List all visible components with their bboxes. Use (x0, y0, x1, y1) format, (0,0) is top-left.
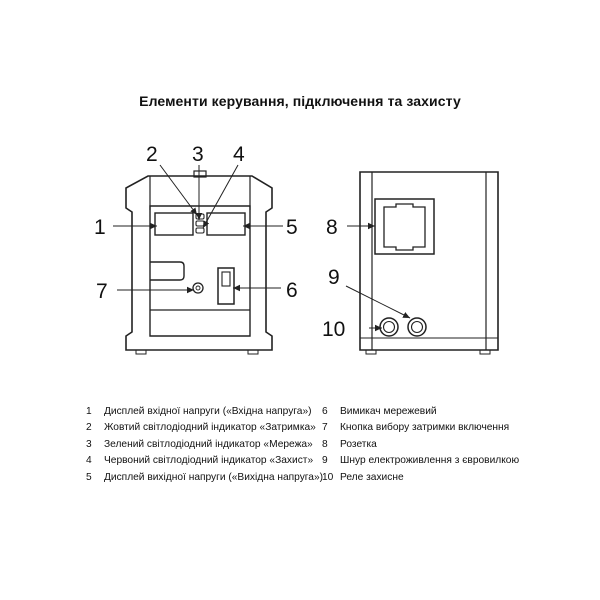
network-led-green (196, 221, 204, 226)
vent-slot (150, 262, 184, 280)
legend-item (322, 470, 519, 486)
legend-item (322, 437, 519, 453)
leader-4 (203, 165, 238, 228)
legend-num: 10 (322, 471, 334, 483)
legend-text: Червоний світлодіодний індикатор «Захист» (104, 455, 314, 467)
callout-7: 7 (96, 280, 108, 303)
output-voltage-display (207, 213, 245, 235)
delay-select-button (193, 283, 203, 293)
legend-item (322, 453, 519, 469)
legend-num: 2 (86, 422, 92, 434)
legend-text: Дисплей вхідної напруги («Вхідна напруга») (104, 406, 312, 417)
legend-text: Реле захисне (340, 471, 404, 483)
input-voltage-display (155, 213, 193, 235)
leader-9 (346, 286, 410, 318)
power-outlet (375, 199, 434, 254)
diagram-title: Елементи керування, підключення та захисту (139, 93, 461, 109)
legend-num: 4 (86, 455, 92, 467)
legend-item (86, 437, 323, 453)
legend-item (86, 453, 323, 469)
callout-4: 4 (233, 143, 245, 166)
legend-text: Зелений світлодіодний індикатор «Мережа» (104, 438, 313, 450)
callout-9: 9 (328, 266, 340, 289)
legend-item (322, 420, 519, 436)
callout-6: 6 (286, 279, 298, 302)
callout-8: 8 (326, 216, 338, 239)
legend-text: Вимикач мережевий (340, 406, 437, 417)
legend-text: Розетка (340, 438, 377, 450)
legend-num: 7 (322, 422, 328, 434)
legend-right (322, 404, 519, 486)
legend-num: 1 (86, 406, 92, 417)
callout-5: 5 (286, 216, 298, 239)
legend-item (86, 470, 323, 486)
legend-item (322, 404, 519, 420)
callout-3: 3 (192, 143, 204, 166)
legend-text: Жовтий світлодіодний індикатор «Затримка» (104, 422, 316, 434)
legend-text: Шнур електроживлення з євровилкою (340, 455, 520, 467)
legend-num: 3 (86, 438, 92, 450)
legend-item (86, 420, 323, 436)
legend-num: 9 (322, 455, 328, 467)
callout-1: 1 (94, 216, 106, 239)
callout-10: 10 (322, 318, 346, 341)
legend-num: 8 (322, 438, 328, 450)
legend-item (86, 404, 323, 420)
legend-text: Дисплей вихідної напруги («Вихідна напруга») (104, 471, 324, 483)
legend-text: Кнопка вибору затримки включення (340, 422, 510, 434)
protection-relay (380, 318, 398, 336)
power-cord-gland (408, 318, 426, 336)
legend-num: 5 (86, 471, 92, 483)
legend-num: 6 (322, 406, 328, 417)
legend-left (86, 404, 323, 486)
callout-2: 2 (146, 143, 158, 166)
leader-2 (160, 165, 197, 215)
protection-led-red (196, 228, 204, 233)
